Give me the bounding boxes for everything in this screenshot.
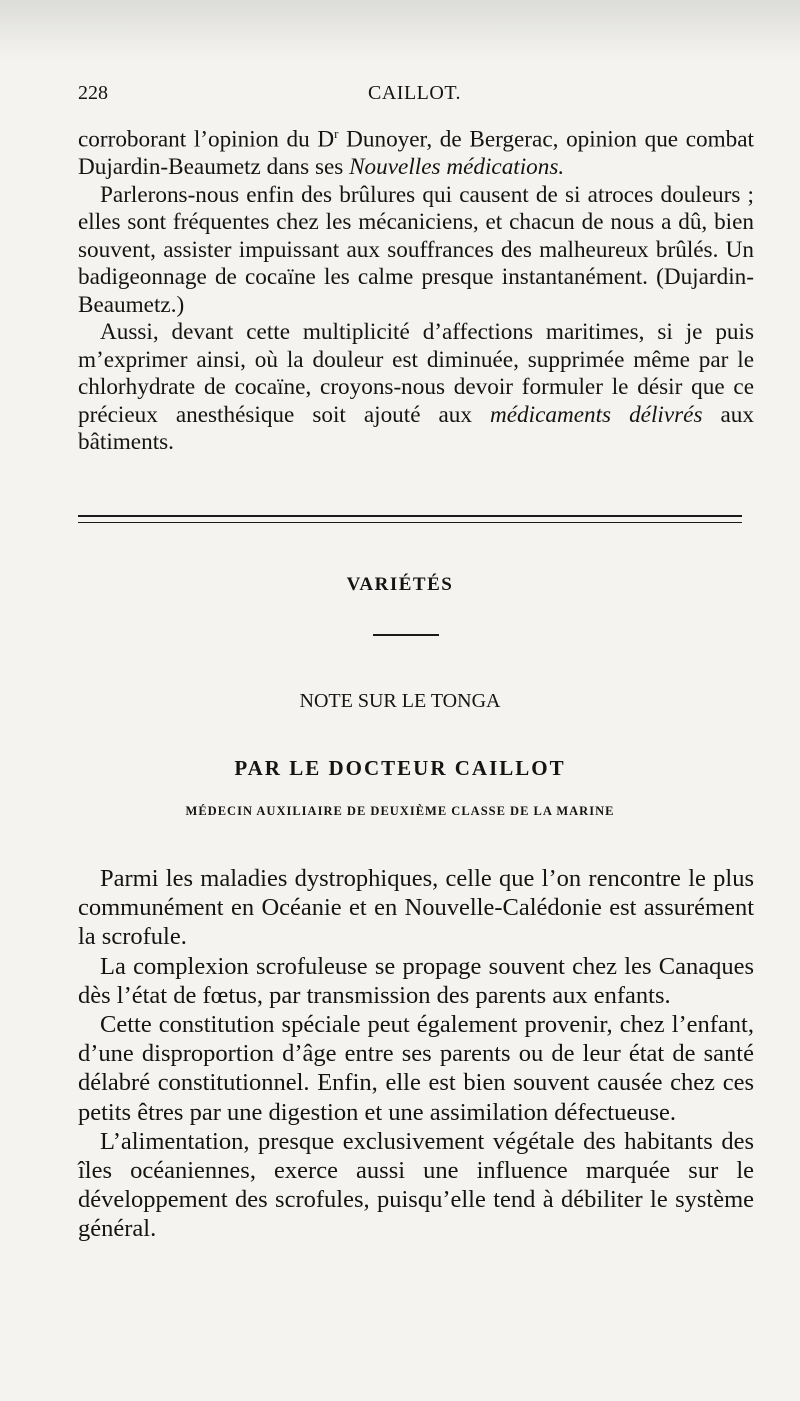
article-title: NOTE SUR LE TONGA [299, 690, 501, 712]
article-body [78, 864, 754, 1244]
paragraph: corroborant l’opinion du $D^r$ Dunoyer, de Bergerac, opinion que combat Dujardin-Beaumetz dans ses Nouvelles médications. [78, 126, 754, 181]
continued-text [78, 120, 754, 457]
scan-shadow [0, 0, 800, 60]
paragraph: Parlerons-nous enfin des brûlures qui causent de si atroces douleurs ; elles sont fréquentes chez les mécaniciens, et chacun de nous a dû, bien souvent, assister impuissant aux souffrances des malheureux brûlés. Un badigeonnage de cocaïne les calme presque instantanément. (Dujardin-Beaumetz.) [78, 181, 754, 318]
title-rule [373, 634, 439, 636]
section-divider [78, 515, 742, 517]
paragraph: Cette constitution spéciale peut également provenir, chez l’enfant, d’une disproportion d’âge entre ses parents ou de leur état de santé délabré constitutionnel. Enfin, elle est bien souvent causée chez ces petits êtres par une digestion et une assimilation défectueuse. [78, 1011, 754, 1126]
running-title: CAILLOT. [368, 82, 462, 104]
paragraph: Aussi, devant cette multiplicité d’affections maritimes, si je puis m’exprimer ainsi, où la douleur est diminuée, supprimée même par le chlorhydrate de cocaïne, croyons-nous devoir formuler le désir que ce précieux anesthésique soit ajouté aux médicaments délivrés aux bâtiments. [78, 319, 754, 456]
paragraph: La complexion scrofuleuse se propage souvent chez les Canaques dès l’état de fœtus, par transmission des parents aux enfants. [78, 952, 754, 1009]
page-number: 228 [78, 82, 108, 104]
section-divider-thin [78, 522, 742, 523]
section-title: VARIÉTÉS [346, 574, 454, 595]
page-header [78, 82, 754, 112]
author-affiliation: MÉDECIN AUXILIAIRE DE DEUXIÈME CLASSE DE LA MARINE [185, 804, 615, 818]
paragraph: Parmi les maladies dystrophiques, celle que l’on rencontre le plus communément en Océanie et en Nouvelle-Calédonie est assurément la scrofule. [78, 865, 754, 951]
article-byline: PAR LE DOCTEUR CAILLOT [234, 756, 566, 780]
paragraph: L’alimentation, presque exclusivement végétale des habitants des îles océaniennes, exerce aussi une influence marquée sur le développement des scrofules, puisqu’elle tend à débiliter le système général. [78, 1127, 754, 1243]
